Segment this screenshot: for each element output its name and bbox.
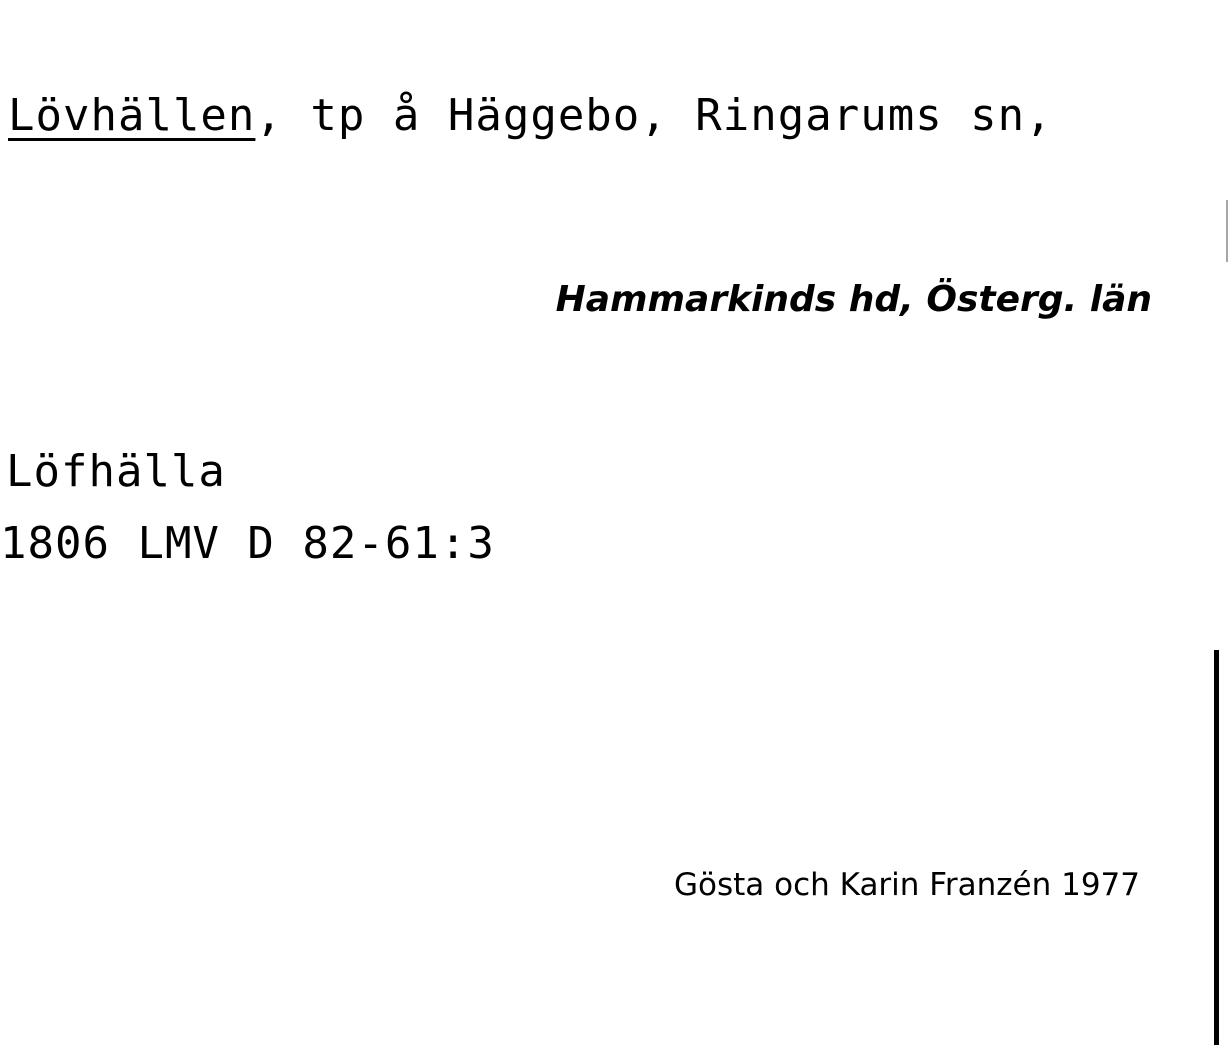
district-line: Hammarkinds hd, Österg. län bbox=[555, 279, 1152, 320]
card-edge-mark bbox=[1214, 650, 1219, 1045]
headword: Lövhällen bbox=[8, 90, 256, 141]
entry-description: , tp å Häggebo, Ringarums sn, bbox=[255, 90, 1053, 141]
variant-name: Löfhälla bbox=[6, 446, 226, 497]
source-reference: 1806 LMV D 82-61:3 bbox=[0, 518, 495, 569]
collector-credit: Gösta och Karin Franzén 1977 bbox=[674, 867, 1140, 903]
entry-line bbox=[8, 90, 1053, 141]
card-edge-mark-top bbox=[1226, 200, 1228, 262]
